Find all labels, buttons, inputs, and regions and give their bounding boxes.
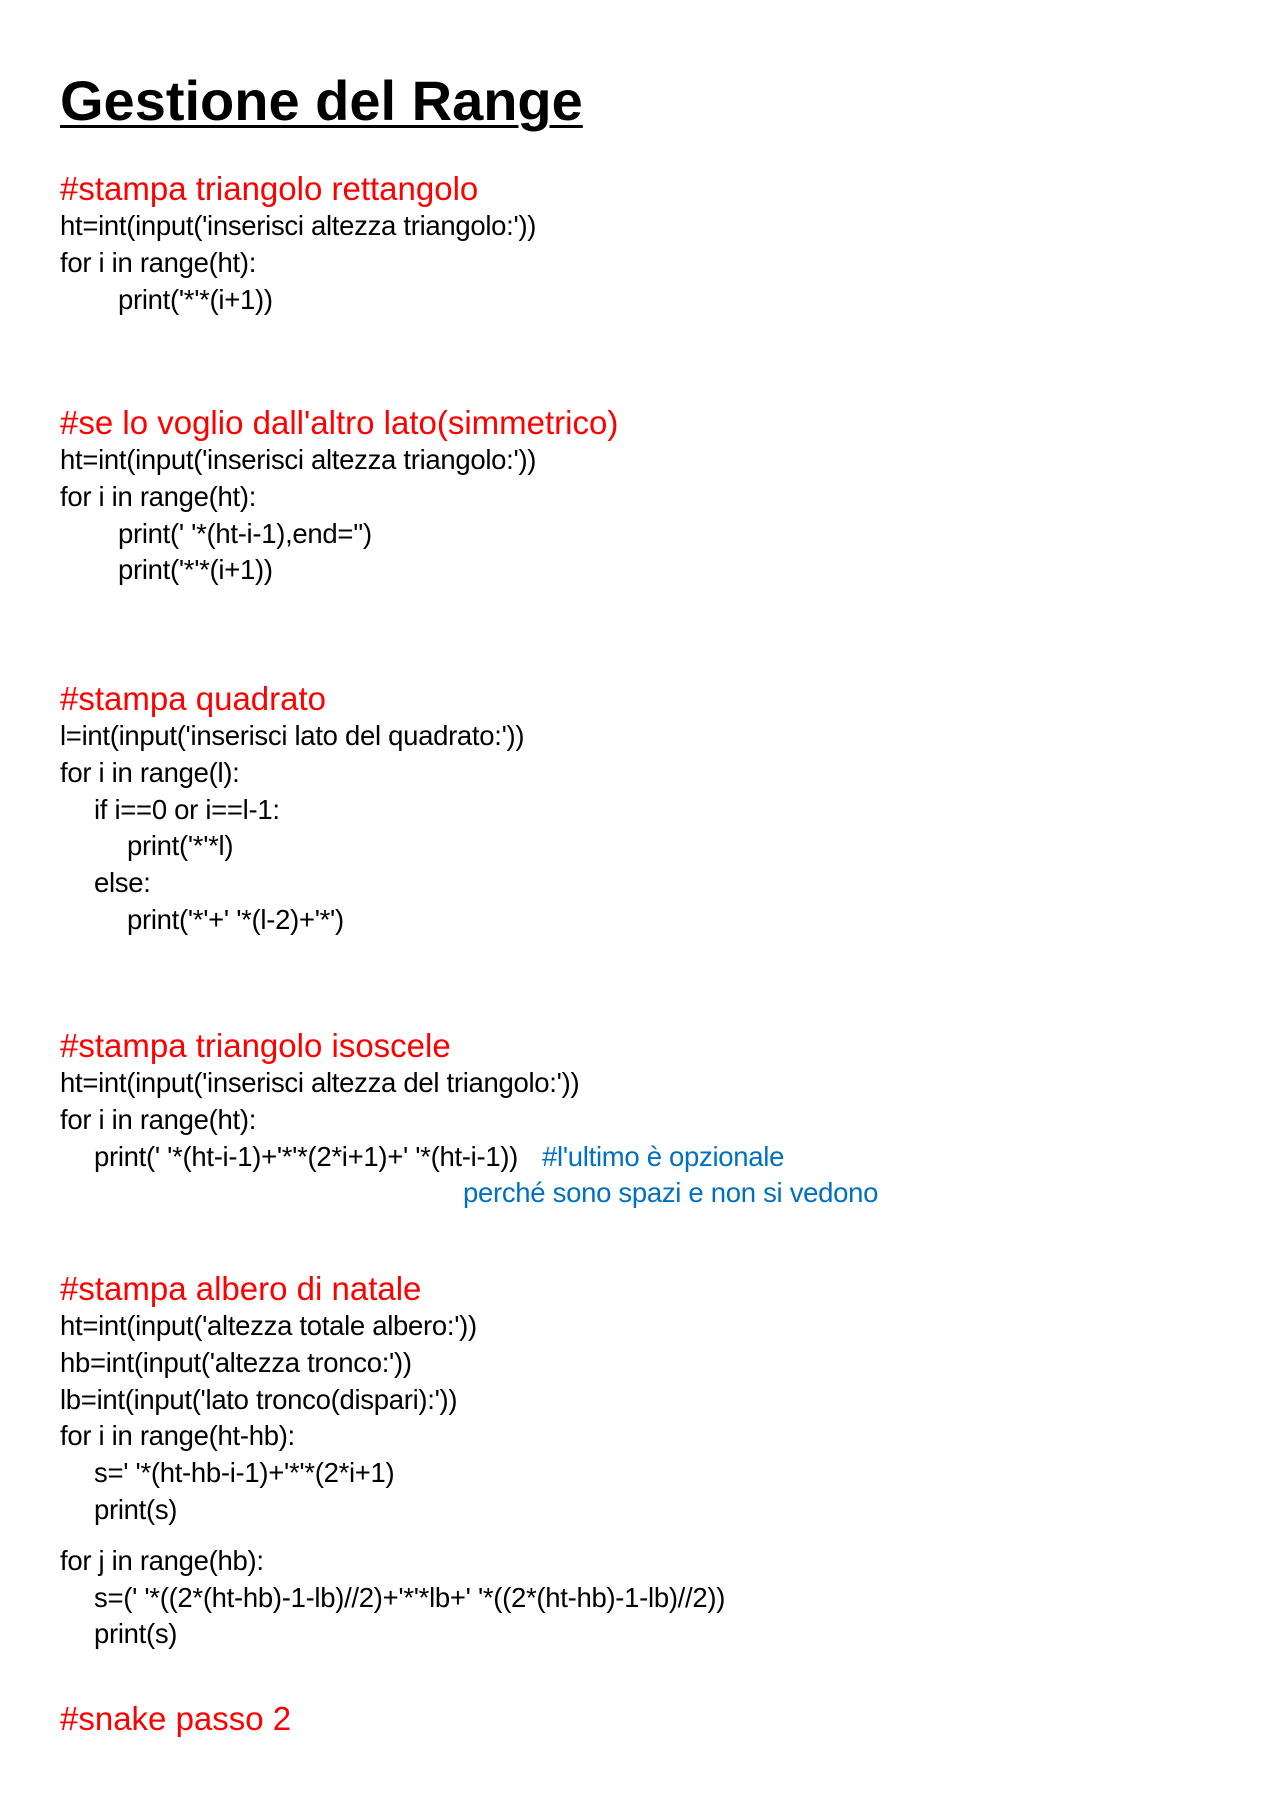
code-line: ht=int(input('inserisci altezza triangolo:')): [60, 444, 537, 475]
code-line: [60, 1139, 878, 1176]
section-comment: #stampa albero di natale: [60, 1270, 422, 1307]
section-snake: [60, 1700, 291, 1738]
code-line: print('*'*(i+1)): [118, 554, 273, 586]
code-line: for i in range(l):: [60, 756, 240, 788]
section-quadrato: [60, 680, 524, 939]
code-line: lb=int(input('lato tronco(dispari):')): [60, 1383, 458, 1415]
section-comment: #stampa triangolo isoscele: [60, 1027, 451, 1064]
code-line: print(' '*(ht-i-1),end=''): [118, 517, 372, 549]
section-comment: #stampa quadrato: [60, 680, 327, 717]
code-line: print('*'*l): [127, 830, 234, 862]
section-comment: #se lo voglio dall'altro lato(simmetrico): [60, 404, 619, 441]
section-comment: #stampa triangolo rettangolo: [60, 170, 479, 207]
section-comment: #snake passo 2: [60, 1700, 292, 1737]
code-line: s=(' '*((2*(ht-hb)-1-lb)//2)+'*'*lb+' '*((2*(ht-hb)-1-lb)//2)): [94, 1581, 726, 1613]
code-line: print('*'*(i+1)): [118, 283, 273, 315]
code-line: for i in range(ht):: [60, 480, 257, 512]
code-line: for i in range(ht):: [60, 1103, 257, 1135]
inline-note: #l'ultimo è opzionale: [542, 1140, 785, 1172]
section-simmetrico: [60, 404, 618, 589]
code-line: print(s): [94, 1618, 178, 1650]
code-line: print(s): [94, 1493, 178, 1525]
page-title: Gestione del Range: [60, 69, 583, 132]
code-line: print('*'+' '*(l-2)+'*'): [127, 903, 344, 935]
code-line: s=' '*(ht-hb-i-1)+'*'*(2*i+1): [94, 1457, 395, 1489]
code-line: l=int(input('inserisci lato del quadrato:')): [60, 720, 525, 751]
section-triangolo-rettangolo: [60, 170, 536, 318]
code-line: ht=int(input('inserisci altezza triangolo:')): [60, 210, 537, 241]
code-line: else:: [94, 867, 151, 899]
code-line: for i in range(ht):: [60, 246, 257, 278]
code-line: ht=int(input('altezza totale albero:')): [60, 1310, 477, 1341]
code-line: hb=int(input('altezza tronco:')): [60, 1346, 412, 1378]
code-line: if i==0 or i==l-1:: [94, 793, 280, 825]
section-triangolo-isoscele: [60, 1027, 878, 1212]
code-line: for j in range(hb):: [60, 1544, 264, 1576]
code-text: print(' '*(ht-i-1)+'*'*(2*i+1)+' '*(ht-i-1)): [94, 1140, 519, 1172]
code-line: ht=int(input('inserisci altezza del triangolo:')): [60, 1067, 580, 1098]
spacer: [60, 1529, 725, 1543]
section-albero-natale: [60, 1270, 725, 1653]
inline-note-continuation: perché sono spazi e non si vedono: [463, 1177, 879, 1209]
code-line: for i in range(ht-hb):: [60, 1420, 295, 1452]
